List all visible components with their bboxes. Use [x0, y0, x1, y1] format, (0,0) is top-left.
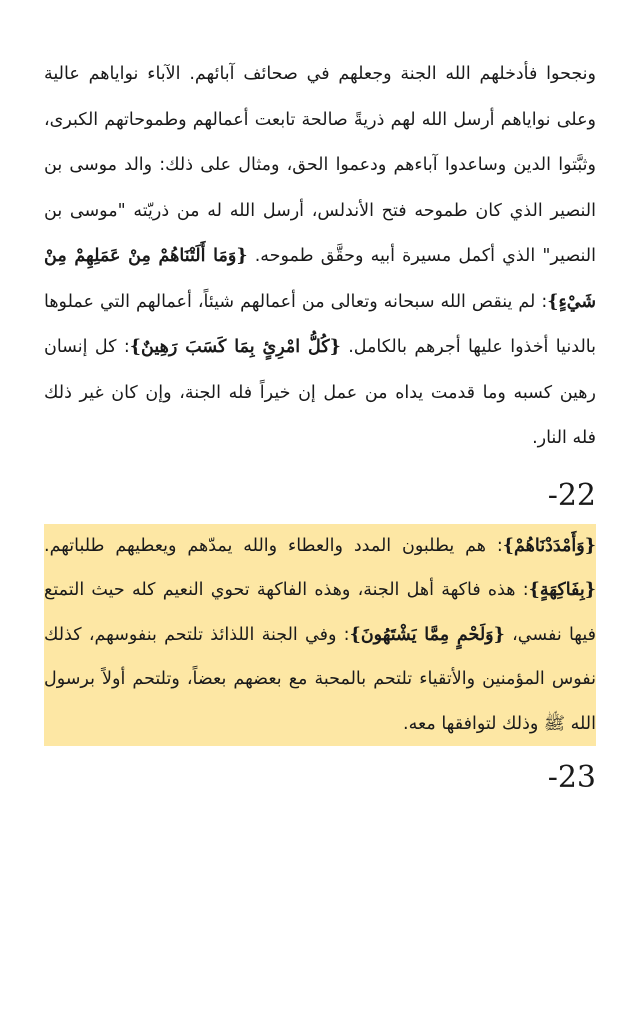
- quran-quote-2: {كُلُّ امْرِئٍ بِمَا كَسَبَ رَهِينٌ}: [129, 337, 341, 357]
- section-number-23: -23: [547, 760, 596, 795]
- quran-quote-4: {بِفَاكِهَةٍ}: [528, 580, 596, 600]
- paragraph-22-text-3: : وفي الجنة اللذائذ تلتحم بنفوسهم، كذلك نفوس المؤمنين والأتقياء تلتحم بالمحبة مع بعضهم بعضاً، وتلتحم أولاً برسول الله ﷺ وذلك لتوافقها معه.: [44, 624, 596, 734]
- quran-quote-3: {وَأَمْدَدْنَاهُمْ}: [502, 535, 596, 556]
- paragraph-22-text-2: : هذه فاكهة أهل الجنة، وهذه الفاكهة تحوي النعيم كله حيث التمتع فيها نفسي،: [44, 580, 596, 645]
- highlighted-block: [44, 524, 596, 747]
- paragraph-1-text-1: ونجحوا فأدخلهم الله الجنة وجعلهم في صحائف آبائهم. الآباء نواياهم عالية وعلى نواياهم أرسل الله لهم ذريةً صالحة تابعت أعمالهم وطموحاتهم الكبرى، وثبَّتوا الدين وساعدوا آباءهم ودعموا الحق، ومثال على ذلك: والد موسى بن النصير الذي كان طموحه فتح الأندلس، أرسل الله له من ذريّته "موسى بن النصير" الذي أكمل مسيرة أبيه وحقَّق طموحه.: [44, 64, 596, 266]
- paragraph-22-text-1: : هم يطلبون المدد والعطاء والله يمدّهم ويعطيهم طلباتهم.: [44, 535, 503, 556]
- paragraph-1-text-2: : لم ينقص الله سبحانه وتعالى من أعمالهم شيئاً، أعمالهم التي عملوها بالدنيا أخذوا عليها أجرهم بالكامل.: [44, 291, 597, 357]
- document-page: [44, 52, 596, 798]
- paragraph-1-text-3: : كل إنسان رهين كسبه وما قدمت يداه من عمل إن خيراً فله الجنة، وإن كان غير ذلك فله النار.: [44, 337, 596, 448]
- quran-quote-1: {وَمَا أَلَتْنَاهُمْ مِنْ عَمَلِهِمْ مِنْ شَيْءٍ}: [44, 246, 596, 312]
- section-number-22: -22: [547, 477, 596, 513]
- paragraph-1: [44, 52, 596, 462]
- quran-quote-5: {وَلَحْمٍ مِمَّا يَشْتَهُونَ}: [349, 624, 505, 645]
- paragraph-22: [44, 524, 596, 747]
